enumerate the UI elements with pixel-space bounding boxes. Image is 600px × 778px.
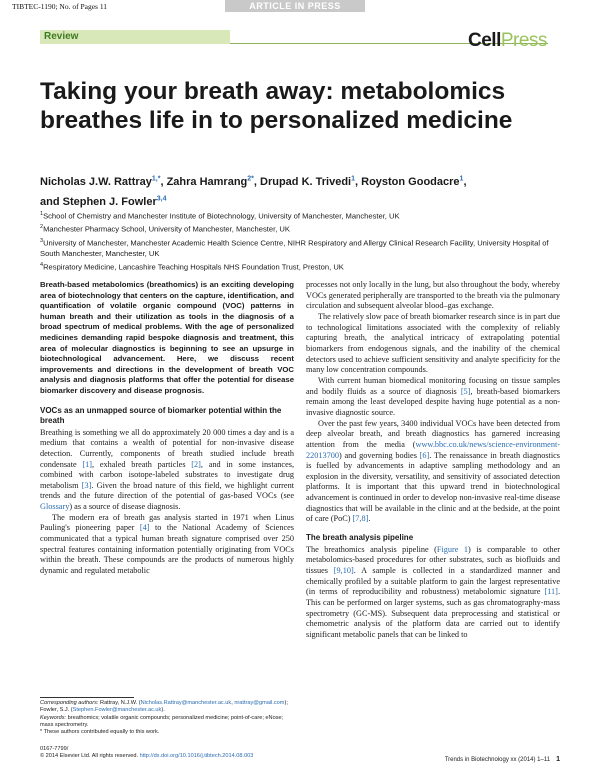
section-heading-pipeline: The breath analysis pipeline xyxy=(306,533,414,543)
ref-link-2[interactable]: [2] xyxy=(191,459,201,469)
keywords: Keywords: breathomics; volatile organic compounds; personalized medicine; point-of-care; eNose; mass spectrometry. xyxy=(40,714,284,728)
abstract: Breath-based metabolomics (breathomics) is an exciting developing area of biotechnology that centers on the capture, identification, and quantification of volatile organic compound (VOC) patterns in human breath and their utilization as tools in the diagnosis of a broad spectrum of medical problems. With the age of personalized medicines demanding rapid bespoke diagnosis and treatment, this area of molecular diagnostics is beginning to see an upsurge in biotechnological advancement. Here, we discuss recent improvements and directions in the development of breath VOC analysis and diagnosis platforms that offer the potential for disease biomarker discovery and disease prognosis. xyxy=(40,280,294,395)
section-heading-vocs: VOCs as an unmapped source of biomarker potential within the breath xyxy=(40,405,282,426)
job-id: TIBTEC-1190; No. of Pages 11 xyxy=(12,2,108,11)
footnote-rule xyxy=(40,697,134,698)
top-bar xyxy=(0,0,600,12)
ref-link-4[interactable]: [4] xyxy=(139,523,150,533)
email-link-1[interactable]: Nicholas.Rattray@manchester.ac.uk xyxy=(140,700,232,706)
affiliation-4: $^4$Respiratory Medicine, Lancashire Teaching Hospitals NHS Foundation Trust, Preston, UK xyxy=(40,261,344,272)
article-title: Taking your breath away: metabolomics breathes life in to personalized medicine xyxy=(40,78,513,134)
paragraph-voc-2: The modern era of breath gas analysis started in 1971 when Linus Pauling's pioneering paper [4] to the National Academy of Sciences communicated that a typical human breath signature comprised over 250 spectral features containing information potentially originating from VOCs within the breath. These compounds are the products of numerous highly dynamic and regulated metabolic xyxy=(40,512,295,576)
bbc-url-link[interactable]: www.bbc.co.uk/news/science-environment-22013700 xyxy=(306,439,560,460)
ref-link-7-8[interactable]: [7,8] xyxy=(352,514,369,524)
doi-link[interactable]: http://dx.doi.org/10.1016/j.tibtech.2014.08.003 xyxy=(139,753,254,760)
ref-link-3[interactable]: [3] xyxy=(81,480,92,490)
cellpress-logo xyxy=(468,30,547,52)
ref-link-5[interactable]: [5] xyxy=(460,386,471,396)
email-link-2[interactable]: nrattray@gmail.com xyxy=(234,700,285,706)
issn-block xyxy=(40,746,296,761)
corresponding-authors: Corresponding authors: Rattray, N.J.W. (Nicholas.Rattray@manchester.ac.uk, nrattray@gmail.com); Fowler, S.J. (Stephen.Fowler@manchester.ac.uk). xyxy=(40,700,288,714)
author-1: Nicholas J.W. Rattray$^{1,*}$, xyxy=(40,175,167,188)
ref-link-11[interactable]: [11] xyxy=(544,587,558,597)
issn: 0167-7799/ xyxy=(40,746,69,752)
page-footer xyxy=(420,756,560,763)
ref-link-6[interactable]: [6] xyxy=(419,450,430,460)
logo-press: Press xyxy=(500,30,547,51)
glossary-link[interactable]: Glossary xyxy=(40,502,70,512)
article-in-press-banner: ARTICLE IN PRESS xyxy=(225,0,365,12)
affiliation-1: $^1$School of Chemistry and Manchester Institute of Biotechnology, University of Manchester, Manchester, UK xyxy=(40,211,400,221)
affiliations xyxy=(40,209,565,273)
paragraph-right-4: Over the past few years, 3400 individual VOCs have been detected from deep alveolar breath, and breath diagnostics has garnered increasing attention from the media (www.bbc.co.uk/news/science-environment-22013700) and governing bodies [6]. The renaissance in breath diagnostics is fuelled by advancements in adaptive sampling methodology and an explosion in the diversity, versatility, and sensitivity of associated detection platforms. It is important that this upward trend in biotechnological advancement is continued in order to develop non-invasive real-time disease diagnostics that will be available in the clinic and at the bedside, at the point of care (PoC) [7,8]. xyxy=(306,418,560,524)
logo-cell: Cell xyxy=(468,30,501,51)
affiliation-3: $^3$University of Manchester, Manchester Academic Health Science Centre, NIHR Respiratory and Allergy Clinical Research Facility, University Hospital of South Manchester, Manchester, UK xyxy=(40,237,549,258)
author-list xyxy=(40,170,560,211)
paragraph-pipeline: The breathomics analysis pipeline (Figure 1) is comparable to other metabolomics-based procedures for other substrates, such as biofluids and tissues [9,10]. A sample is collected in a standardized manner and chemically profiled by a suitable platform to gain the largest representative (in terms of reproducibility and robustness) metabolomic signature [11]. This can be performed on larger systems, such as gas chromatography-mass spectrometry (GC-MS). Subsequent data preprocessing and statistical or chemometric analysis of the platform data are carried out to identify significant metabolic panels that can be linked to xyxy=(306,544,560,639)
paragraph-right-1: processes not only locally in the lung, but also throughout the body, whereby VOCs generated peripherally are transported to the breath via the pulmonary circulation and subsequent alveolar blood–gas exchange. xyxy=(306,280,560,311)
affiliation-2: $^2$Manchester Pharmacy School, University of Manchester, Manchester, UK xyxy=(40,224,290,234)
copyright: © 2014 Elsevier Ltd. All rights reserved. http://dx.doi.org/10.1016/j.tibtech.2014.08.003 xyxy=(40,753,254,760)
page-number: 1 xyxy=(556,756,560,763)
figure-1-link[interactable]: Figure 1 xyxy=(436,544,469,554)
left-column xyxy=(40,280,294,577)
author-5: and Stephen J. Fowler$^{3,4}$ xyxy=(40,195,167,209)
footnotes xyxy=(40,700,296,736)
email-link-3[interactable]: Stephen.Fowler@manchester.ac.uk xyxy=(72,707,162,714)
journal-citation: Trends in Biotechnology xx (2014) 1–11 xyxy=(444,757,551,763)
equal-contribution-note: * These authors contributed equally to this work. xyxy=(40,729,160,736)
paragraph-voc-1: Breathing is something we all do approximately 20 000 times a day and is a medium that contains a wealth of potential for non-invasive disease detection. Currently, components of breath studied include breath condensate [1], exhaled breath particles [2], and in some instances, combined with carbon isotope-labeled substrates to investigate drug metabolism [3]. Given the broad nature of this field, we highlight current trends and the future direction of the potential of gas-based VOCs (see Glossary) as a source of disease diagnosis. xyxy=(40,427,295,512)
section-tab xyxy=(40,30,230,44)
section-tab-label: Review xyxy=(44,31,79,42)
author-2: Zahra Hamrang$^{2*}$, xyxy=(166,175,261,188)
paragraph-right-2: The relatively slow pace of breath biomarker research since is in part due to technological limitations associated with the complexity of reliably capturing breath, the analytical intricacy of extrapolating potential biomarkers from endogenous signals, and the inability of the chemical detectors used to achieve sufficient sensitivity and analyte specificity for the many low concentration compounds. xyxy=(306,311,560,375)
ref-link-1[interactable]: [1] xyxy=(82,459,93,469)
right-column xyxy=(306,280,560,641)
section-gap xyxy=(306,525,560,533)
author-3: Drupad K. Trivedi$^1$, xyxy=(260,175,362,188)
author-4: Royston Goodacre$^1$, xyxy=(361,175,467,188)
ref-link-9-10[interactable]: [9,10] xyxy=(333,565,354,575)
paragraph-right-3: With current human biomedical monitoring focusing on tissue samples and bodily fluids as a source of diagnosis [5], breath-based biomarkers remain among the least developed despite having huge potential as a non-invasive diagnostic source. xyxy=(306,375,560,417)
